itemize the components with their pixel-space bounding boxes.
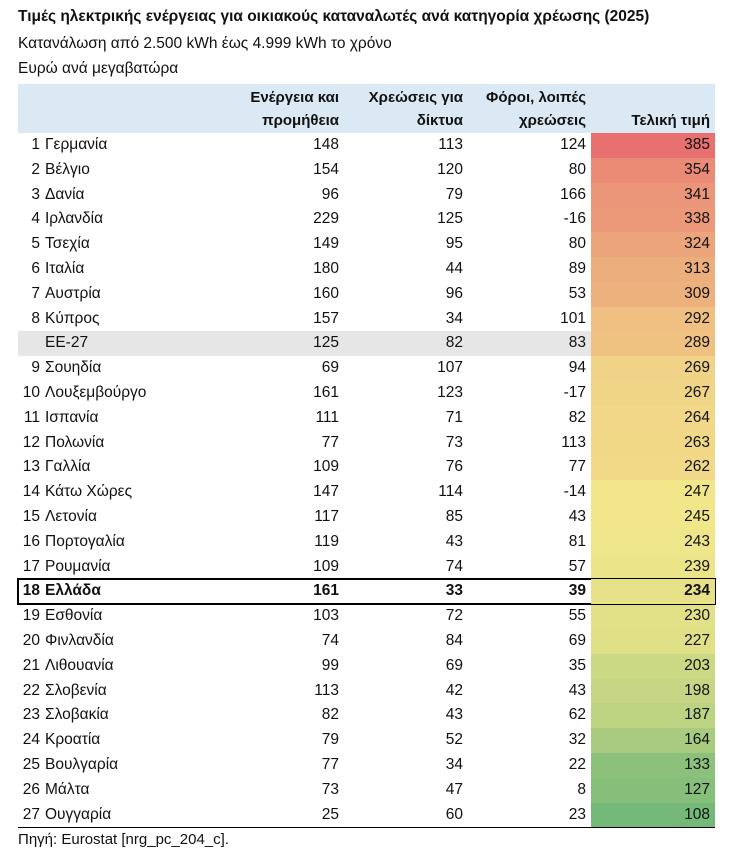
rank-cell: 24	[22, 731, 40, 749]
rank-cell: 23	[22, 706, 40, 724]
country-cell: Σουηδία	[45, 359, 102, 377]
table-row	[18, 406, 715, 431]
total-value: 234	[684, 582, 710, 600]
network-cell: 82	[445, 334, 463, 352]
header-network	[369, 86, 463, 132]
country-cell: Εσθονία	[45, 607, 103, 625]
total-cell	[591, 530, 715, 555]
network-cell: 125	[437, 210, 463, 228]
rank-cell: 2	[31, 160, 40, 178]
taxes-cell: 62	[568, 706, 586, 724]
rank-cell: 13	[22, 458, 40, 476]
network-cell: 43	[445, 532, 463, 550]
country-cell: Ουγγαρία	[45, 805, 112, 823]
header-network-line-1: Χρεώσεις για	[368, 89, 463, 106]
network-cell: 74	[445, 557, 463, 575]
country-cell: Κύπρος	[45, 309, 100, 327]
network-cell: 72	[445, 607, 463, 625]
network-cell: 113	[438, 136, 463, 153]
total-value: 289	[684, 334, 710, 352]
network-cell: 42	[445, 681, 463, 699]
country-cell: Πορτογαλία	[45, 532, 125, 550]
energy-cell: 103	[313, 607, 339, 625]
table-row	[18, 455, 715, 480]
table-row	[18, 183, 715, 208]
total-cell	[591, 232, 715, 257]
table-row	[18, 381, 715, 406]
country-cell: Ελλάδα	[45, 582, 101, 600]
total-value: 309	[684, 284, 710, 302]
table-row	[18, 480, 715, 505]
taxes-cell: 77	[568, 458, 586, 476]
rank-cell: 22	[22, 681, 40, 699]
rank-cell: 12	[22, 433, 40, 451]
total-value: 247	[684, 483, 710, 501]
network-cell: 114	[438, 483, 463, 501]
table-row-eu27	[18, 331, 715, 356]
country-cell: Ιρλανδία	[45, 210, 104, 228]
header-network-line-2: δίκτυα	[416, 112, 463, 129]
table-row	[18, 257, 715, 282]
network-cell: 60	[445, 805, 463, 823]
table-row	[18, 703, 715, 728]
rank-cell: 21	[22, 656, 40, 674]
total-value: 227	[684, 631, 710, 649]
taxes-cell: 53	[568, 284, 586, 302]
energy-cell: 154	[313, 160, 339, 178]
unit-label: Ευρώ ανά μεγαβατώρα	[18, 60, 179, 77]
rank-cell: 9	[31, 359, 40, 377]
total-value: 245	[684, 507, 710, 525]
total-cell	[591, 207, 715, 232]
rank-cell: 14	[22, 483, 40, 501]
table-row	[18, 505, 715, 530]
table-row	[18, 579, 715, 604]
energy-cell: 25	[321, 805, 339, 823]
chart-title: Τιμές ηλεκτρικής ενέργειας για οικιακούς καταναλωτές ανά κατηγορία χρέωσης (2025)	[18, 8, 650, 25]
energy-cell: 79	[321, 731, 339, 749]
rank-cell: 18	[22, 582, 40, 600]
taxes-cell: 22	[568, 755, 586, 773]
table-row	[18, 431, 715, 456]
total-cell	[591, 803, 715, 828]
country-cell: Γερμανία	[45, 136, 108, 153]
total-cell	[591, 356, 715, 381]
total-value: 230	[684, 607, 710, 625]
header-taxes	[486, 86, 586, 132]
rank-cell: 10	[22, 383, 40, 401]
total-value: 313	[684, 259, 710, 277]
network-cell: 44	[445, 259, 463, 277]
table-bottom-border	[18, 827, 715, 828]
table-row	[18, 679, 715, 704]
energy-cell: 99	[321, 656, 339, 674]
rank-cell: 26	[22, 780, 40, 798]
energy-cell: 161	[313, 582, 339, 600]
energy-cell: 160	[313, 284, 339, 302]
rank-cell: 11	[23, 408, 40, 426]
energy-cell: 147	[313, 483, 339, 501]
total-value: 263	[684, 433, 710, 451]
taxes-cell: -16	[563, 210, 586, 228]
taxes-cell: -17	[563, 383, 586, 401]
total-cell	[591, 307, 715, 332]
rank-cell: 4	[31, 210, 40, 228]
energy-cell: 74	[321, 631, 339, 649]
taxes-cell: 81	[568, 532, 586, 550]
network-cell: 34	[445, 755, 463, 773]
taxes-cell: 32	[568, 731, 586, 749]
country-cell: Ιταλία	[45, 259, 85, 277]
country-cell: Σλοβακία	[45, 706, 109, 724]
total-cell	[591, 629, 715, 654]
network-cell: 96	[445, 284, 463, 302]
energy-cell: 111	[315, 408, 339, 426]
network-cell: 33	[445, 582, 463, 600]
total-cell	[591, 381, 715, 406]
rank-cell: 15	[22, 507, 40, 525]
total-value: 133	[684, 755, 710, 773]
total-cell	[591, 183, 715, 208]
total-cell	[591, 654, 715, 679]
country-cell: Αυστρία	[45, 284, 101, 302]
total-cell	[591, 604, 715, 629]
taxes-cell: 83	[568, 334, 586, 352]
total-cell	[591, 331, 715, 356]
table-row	[18, 158, 715, 183]
total-value: 203	[684, 656, 710, 674]
table-body	[18, 133, 715, 827]
network-cell: 52	[445, 731, 463, 749]
table-row	[18, 803, 715, 828]
total-value: 385	[684, 136, 710, 153]
header-total: Τελική τιμή	[631, 112, 710, 129]
total-cell	[591, 257, 715, 282]
energy-cell: 119	[314, 532, 339, 550]
total-value: 198	[684, 681, 710, 699]
total-value: 341	[684, 185, 710, 203]
total-value: 338	[684, 210, 710, 228]
table-row	[18, 629, 715, 654]
rank-cell: 19	[22, 607, 40, 625]
total-cell	[591, 753, 715, 778]
total-value: 264	[684, 408, 710, 426]
network-cell: 85	[445, 507, 463, 525]
table-row	[18, 356, 715, 381]
network-cell: 120	[437, 160, 463, 178]
rank-cell: 27	[22, 805, 40, 823]
taxes-cell: 43	[568, 681, 586, 699]
total-cell	[591, 703, 715, 728]
total-value: 127	[684, 780, 710, 798]
source-note: Πηγή: Eurostat [nrg_pc_204_c].	[18, 831, 229, 848]
energy-cell: 229	[313, 210, 339, 228]
country-cell: Γαλλία	[45, 458, 91, 476]
total-cell	[591, 158, 715, 183]
country-cell: Φινλανδία	[45, 631, 114, 649]
network-cell: 84	[445, 631, 463, 649]
table-row	[18, 753, 715, 778]
rank-cell: 3	[31, 185, 40, 203]
table-row	[18, 728, 715, 753]
energy-cell: 161	[313, 383, 339, 401]
country-cell: Βουλγαρία	[45, 755, 119, 773]
header-taxes-line-2: χρεώσεις	[518, 112, 586, 129]
network-cell: 95	[445, 235, 463, 253]
total-cell	[591, 480, 715, 505]
taxes-cell: 94	[568, 359, 586, 377]
country-cell: Κροατία	[45, 731, 101, 749]
table-row	[18, 530, 715, 555]
country-cell: Λουξεμβούργο	[45, 383, 147, 401]
energy-cell: 77	[321, 433, 339, 451]
table-row	[18, 307, 715, 332]
table-row	[18, 654, 715, 679]
total-value: 269	[684, 359, 710, 377]
energy-cell: 148	[313, 136, 339, 153]
total-value: 164	[684, 731, 710, 749]
price-table	[18, 84, 715, 828]
total-cell	[591, 778, 715, 803]
total-value: 187	[684, 706, 710, 724]
taxes-cell: 101	[560, 309, 586, 327]
total-value: 239	[684, 557, 710, 575]
country-cell: Κάτω Χώρες	[45, 483, 133, 501]
total-cell	[591, 431, 715, 456]
country-cell: Σλοβενία	[45, 681, 107, 699]
total-value: 262	[684, 458, 710, 476]
total-cell	[591, 579, 715, 604]
country-cell: Λιθουανία	[45, 656, 114, 674]
taxes-cell: 57	[568, 557, 586, 575]
total-value: 243	[684, 532, 710, 550]
taxes-cell: 23	[568, 805, 586, 823]
table-row	[18, 133, 715, 158]
total-value: 324	[684, 235, 710, 253]
total-value: 292	[684, 309, 710, 327]
taxes-cell: 82	[568, 408, 586, 426]
total-cell	[591, 406, 715, 431]
rank-cell: 8	[31, 309, 40, 327]
network-cell: 43	[445, 706, 463, 724]
total-cell	[591, 282, 715, 307]
rank-cell: 16	[22, 532, 40, 550]
rank-cell: 20	[22, 631, 40, 649]
taxes-cell: 124	[560, 136, 586, 153]
energy-cell: 69	[321, 359, 339, 377]
country-cell: Μάλτα	[45, 780, 90, 798]
energy-cell: 157	[313, 309, 339, 327]
network-cell: 71	[445, 408, 463, 426]
network-cell: 73	[445, 433, 463, 451]
total-value: 108	[684, 805, 710, 823]
taxes-cell: 80	[568, 160, 586, 178]
taxes-cell: 166	[560, 185, 586, 203]
rank-cell: 17	[22, 557, 40, 575]
network-cell: 76	[445, 458, 463, 476]
country-cell: Πολωνία	[45, 433, 105, 451]
header-energy-line-2: προμήθεια	[262, 112, 339, 129]
taxes-cell: 69	[568, 631, 586, 649]
taxes-cell: -14	[563, 483, 586, 501]
network-cell: 34	[445, 309, 463, 327]
energy-cell: 109	[313, 557, 339, 575]
country-cell: Λετονία	[45, 507, 97, 525]
total-cell	[591, 505, 715, 530]
rank-cell: 1	[31, 136, 40, 153]
table-header	[18, 84, 715, 133]
table-row	[18, 555, 715, 580]
energy-cell: 73	[321, 780, 339, 798]
country-cell: Δανία	[45, 185, 85, 203]
network-cell: 47	[445, 780, 463, 798]
energy-cell: 77	[321, 755, 339, 773]
taxes-cell: 43	[568, 507, 586, 525]
country-cell: Τσεχία	[45, 235, 90, 253]
rank-cell: 5	[31, 235, 40, 253]
taxes-cell: 8	[577, 780, 586, 798]
total-cell	[591, 455, 715, 480]
taxes-cell: 113	[561, 433, 586, 451]
total-value: 267	[684, 383, 710, 401]
total-cell	[591, 728, 715, 753]
taxes-cell: 39	[568, 582, 586, 600]
country-cell: Ρουμανία	[45, 557, 111, 575]
network-cell: 69	[445, 656, 463, 674]
energy-cell: 149	[313, 235, 339, 253]
network-cell: 123	[437, 383, 463, 401]
total-cell	[591, 679, 715, 704]
taxes-cell: 35	[568, 656, 586, 674]
total-cell	[591, 555, 715, 580]
energy-cell: 117	[314, 507, 339, 525]
header-energy-line-1: Ενέργεια και	[250, 89, 339, 106]
chart-subtitle: Κατανάλωση από 2.500 kWh έως 4.999 kWh το χρόνο	[18, 35, 392, 52]
rank-cell: 6	[31, 259, 40, 277]
country-cell: Ισπανία	[45, 408, 99, 426]
table-row	[18, 282, 715, 307]
rank-cell: 7	[31, 284, 40, 302]
country-cell: ΕΕ-27	[45, 334, 89, 352]
taxes-cell: 80	[568, 235, 586, 253]
network-cell: 107	[437, 359, 463, 377]
energy-cell: 82	[321, 706, 339, 724]
country-cell: Βέλγιο	[45, 160, 90, 178]
energy-cell: 180	[313, 259, 339, 277]
energy-cell: 109	[313, 458, 339, 476]
energy-cell: 96	[321, 185, 339, 203]
total-cell	[591, 133, 715, 158]
table-row	[18, 207, 715, 232]
table-row	[18, 778, 715, 803]
energy-cell: 125	[313, 334, 339, 352]
total-value: 354	[684, 160, 710, 178]
table-row	[18, 232, 715, 257]
network-cell: 79	[445, 185, 463, 203]
header-energy	[250, 86, 339, 132]
taxes-cell: 55	[568, 607, 586, 625]
header-taxes-line-1: Φόροι, λοιπές	[486, 89, 586, 106]
table-row	[18, 604, 715, 629]
energy-cell: 113	[314, 681, 339, 699]
rank-cell: 25	[22, 755, 40, 773]
taxes-cell: 89	[568, 259, 586, 277]
